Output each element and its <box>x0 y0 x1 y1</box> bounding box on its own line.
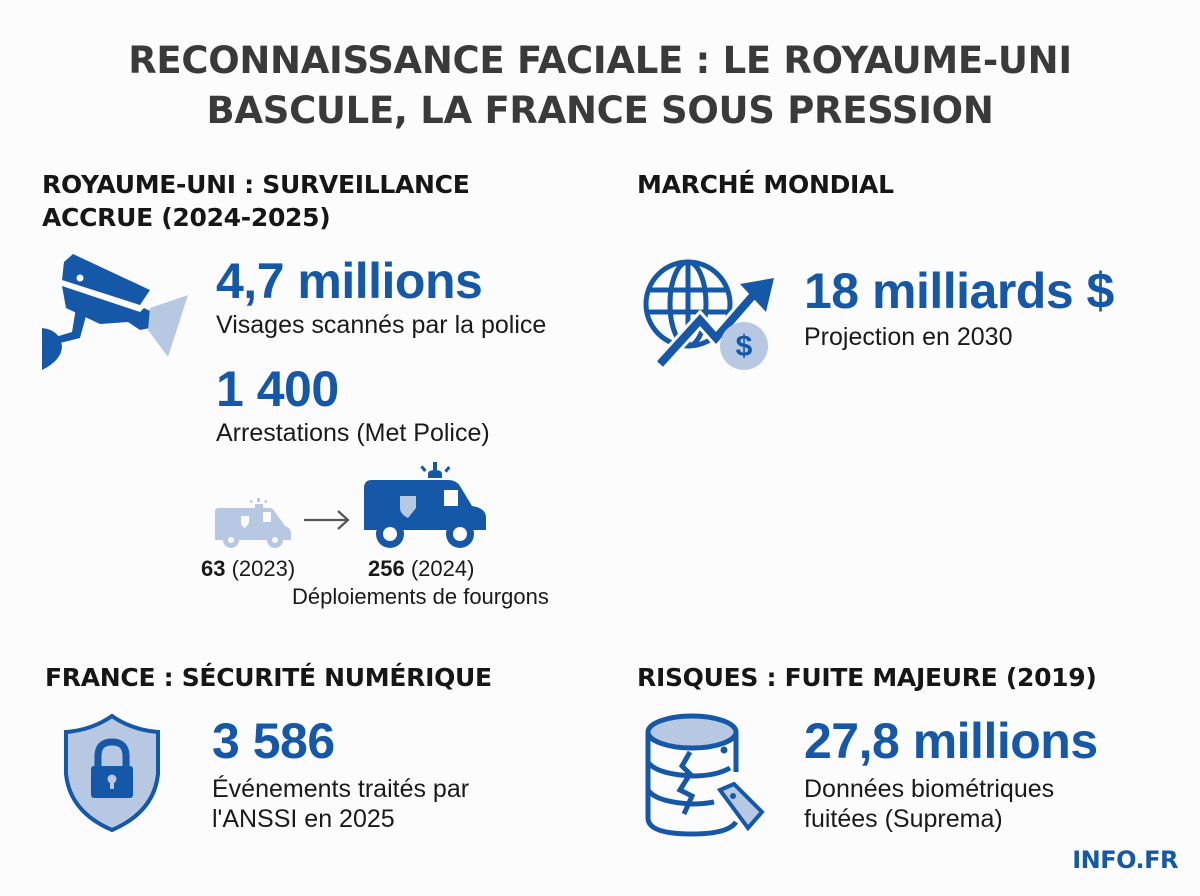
france-events-label-2: l'ANSSI en 2025 <box>212 805 395 833</box>
title-line-1: RECONNAISSANCE FACIALE : LE ROYAUME-UNI <box>128 39 1072 82</box>
svg-text:$: $ <box>735 330 753 363</box>
shield-lock-icon <box>62 712 162 834</box>
risks-leak-label-2: fuitées (Suprema) <box>804 805 1003 833</box>
uk-arrests-value: 1 400 <box>216 361 339 417</box>
risks-section-heading: RISQUES : FUITE MAJEURE (2019) <box>637 663 1097 692</box>
uk-heading-line-1: ROYAUME-UNI : SURVEILLANCE <box>42 170 470 199</box>
vans-2024-value: 256 <box>368 556 405 581</box>
france-events-label-1: Événements traités par <box>212 775 470 803</box>
uk-faces-scanned-value: 4,7 millions <box>216 253 483 309</box>
cctv-camera-icon <box>40 250 195 370</box>
uk-arrests-label: Arrestations (Met Police) <box>216 419 490 447</box>
uk-faces-scanned-label: Visages scannés par la police <box>216 311 547 339</box>
france-section-heading: FRANCE : SÉCURITÉ NUMÉRIQUE <box>45 663 492 692</box>
infographic-title <box>0 36 1200 136</box>
vans-caption: Déploiements de fourgons <box>292 584 549 609</box>
uk-heading-line-2: ACCRUE (2024-2025) <box>42 203 331 232</box>
title-line-2: BASCULE, LA FRANCE SOUS PRESSION <box>206 89 994 132</box>
market-section-heading: MARCHÉ MONDIAL <box>637 170 894 199</box>
uk-section-heading <box>42 168 470 234</box>
arrow-right-icon <box>302 508 352 532</box>
risks-leak-value: 27,8 millions <box>804 713 1098 769</box>
vans-2024-year: (2024) <box>410 556 475 581</box>
market-label: Projection en 2030 <box>804 323 1013 351</box>
vans-2023 <box>201 556 295 582</box>
vans-2024 <box>368 556 474 582</box>
vans-2023-year: (2023) <box>231 556 296 581</box>
vans-2023-value: 63 <box>201 556 226 581</box>
market-value: 18 milliards $ <box>804 263 1114 319</box>
police-van-small-icon <box>213 490 293 548</box>
brand-logo: INFO.FR <box>1072 846 1178 874</box>
risks-leak-label-1: Données biométriques <box>804 775 1055 803</box>
france-events-value: 3 586 <box>212 713 335 769</box>
police-van-large-icon <box>360 460 490 552</box>
cracked-database-tag-icon <box>640 710 775 840</box>
globe-growth-dollar-icon <box>640 254 780 374</box>
